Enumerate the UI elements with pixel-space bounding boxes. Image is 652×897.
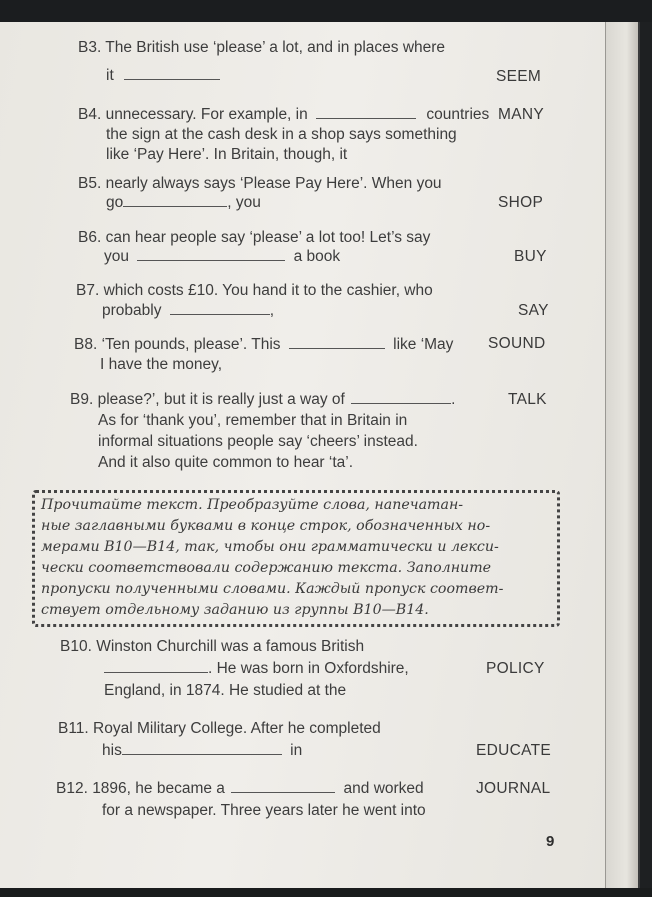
instruction-box: [32, 490, 560, 627]
b10-line-2: . He was born in Oxfordshire,: [104, 660, 409, 678]
answer-blank-b4[interactable]: [316, 106, 416, 119]
textbook-page: [0, 22, 640, 888]
top-bar: [0, 0, 652, 22]
b9-line-1: B9. please?’, but it is really just a way of .: [70, 391, 456, 408]
answer-blank-b5[interactable]: [123, 194, 227, 207]
keyword-b5: SHOP: [498, 194, 544, 211]
b7-line-2: probably ,: [102, 302, 275, 319]
b11-line-1: B11. Royal Military College. After he completed: [58, 720, 381, 737]
answer-blank-b9[interactable]: [351, 391, 451, 404]
b3-line-2: it: [106, 67, 220, 85]
page-border: [638, 22, 640, 888]
answer-blank-b10[interactable]: [104, 660, 208, 673]
b5-line-2: go , you: [106, 194, 261, 211]
b10-line-1: B10. Winston Churchill was a famous British: [60, 638, 365, 655]
page-number: 9: [546, 833, 555, 850]
b3-line-1: B3. The British use ‘please’ a lot, and in places where: [78, 39, 446, 56]
b7-line-1: B7. which costs £10. You hand it to the cashier, who: [76, 282, 433, 299]
keyword-b8: SOUND: [488, 335, 546, 352]
b12-line-1: B12. 1896, he became a and worked: [56, 780, 424, 797]
keyword-b9: TALK: [508, 391, 547, 408]
answer-blank-b11[interactable]: [122, 742, 282, 755]
b10-line-3: England, in 1874. He studied at the: [104, 682, 347, 699]
keyword-b6: BUY: [514, 248, 547, 265]
keyword-b4: MANY: [498, 106, 544, 123]
bottom-bar: [0, 888, 652, 897]
instruction-line-4: чески соответствовали содержанию текста. Заполните: [41, 560, 492, 576]
b5-line-1: B5. nearly always says ‘Please Pay Here’. When you: [78, 175, 442, 192]
instruction-line-2: ные заглавными буквами в конце строк, обозначенных но-: [41, 518, 491, 534]
b8-line-1: B8. ‘Ten pounds, please’. This like ‘May: [74, 336, 454, 353]
b11-line-2: his in: [102, 742, 303, 759]
answer-blank-b6[interactable]: [137, 248, 285, 261]
page-edge: [606, 22, 640, 888]
keyword-b11: EDUCATE: [476, 742, 552, 759]
instruction-line-6: ствует отдельному заданию из группы B10—B14.: [41, 602, 429, 618]
instruction-line-3: мерами B10—B14, так, чтобы они грамматически и лекси-: [41, 539, 499, 555]
b8-line-2: I have the money,: [100, 356, 223, 373]
page-fold: [605, 22, 606, 888]
keyword-b10: POLICY: [486, 660, 545, 677]
b12-line-2: for a newspaper. Three years later he went into: [102, 802, 426, 819]
answer-blank-b3[interactable]: [124, 67, 220, 80]
answer-blank-b12[interactable]: [231, 780, 335, 793]
answer-blank-b7[interactable]: [170, 302, 270, 315]
b9-line-3: informal situations people say ‘cheers’ instead.: [98, 433, 418, 450]
keyword-b12: JOURNAL: [476, 780, 551, 797]
b9-line-2: As for ‘thank you’, remember that in Britain in: [98, 412, 408, 429]
keyword-b7: SAY: [518, 302, 549, 319]
b9-line-4: And it also quite common to hear ‘ta’.: [98, 454, 354, 471]
answer-blank-b8[interactable]: [289, 336, 385, 349]
b4-line-1: B4. unnecessary. For example, in countries: [78, 106, 490, 123]
b4-line-2: the sign at the cash desk in a shop says something: [106, 126, 457, 143]
b6-line-1: B6. can hear people say ‘please’ a lot too! Let’s say: [78, 229, 431, 246]
instruction-line-1: Прочитайте текст. Преобразуйте слова, напечатан-: [41, 497, 464, 513]
b4-line-3: like ‘Pay Here’. In Britain, though, it: [106, 146, 348, 163]
keyword-b3: SEEM: [496, 68, 542, 85]
instruction-line-5: пропуски полученными словами. Каждый пропуск соответ-: [41, 581, 504, 597]
b6-line-2: you a book: [104, 248, 341, 265]
